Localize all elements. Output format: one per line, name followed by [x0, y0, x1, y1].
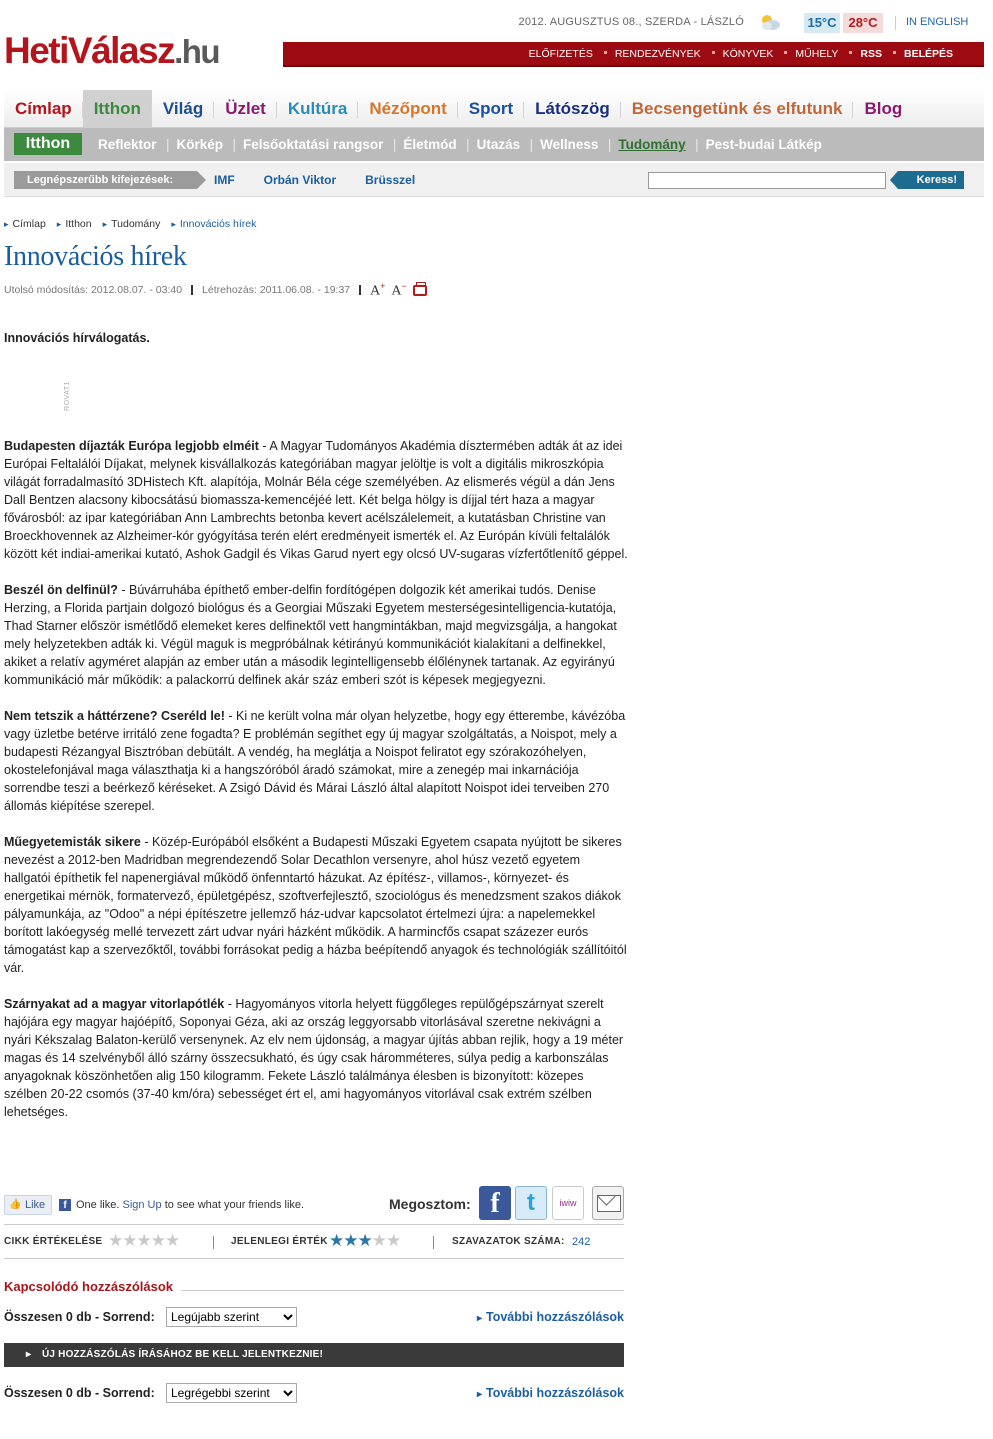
temp-min: 15°C: [804, 13, 840, 33]
sort-select-bottom[interactable]: [166, 1383, 297, 1403]
star-icon: ★: [343, 1231, 358, 1250]
divider: [359, 285, 361, 295]
breadcrumb-itthon[interactable]: ▸ Itthon: [57, 218, 92, 230]
star-icon[interactable]: ★: [122, 1231, 137, 1250]
votes-count: 242: [572, 1236, 591, 1248]
top-link-rss[interactable]: RSS: [849, 42, 893, 67]
star-icon[interactable]: ★: [108, 1231, 123, 1250]
more-comments-link-top[interactable]: ▸ További hozzászólások: [477, 1310, 624, 1324]
subnav-item-utazas[interactable]: Utazás |: [467, 128, 531, 161]
share-facebook-icon[interactable]: f: [479, 1186, 511, 1220]
in-english-link[interactable]: IN ENGLISH: [906, 16, 969, 28]
main-nav-item-címlap[interactable]: Címlap: [4, 90, 83, 128]
share-label: Megosztom:: [389, 1196, 471, 1212]
subnav-item-eletmod[interactable]: Életmód |: [393, 128, 466, 161]
star-icon: ★: [371, 1231, 386, 1250]
temp-max: 28°C: [843, 13, 883, 33]
main-nav-item-világ[interactable]: Világ: [152, 90, 214, 128]
article-body: [4, 437, 628, 1139]
page-title: Innovációs hírek: [4, 241, 187, 272]
comments-sort-row-top: [4, 1307, 624, 1329]
main-nav-item-sport[interactable]: Sport: [458, 90, 524, 128]
star-icon[interactable]: ★: [165, 1231, 180, 1250]
share-email-icon[interactable]: [592, 1186, 624, 1220]
more-comments-link-bottom[interactable]: ▸ További hozzászólások: [477, 1386, 624, 1400]
modified-label: Utolsó módosítás:: [4, 284, 89, 297]
article-rating-label: CIKK ÉRTÉKELÉSE: [4, 1236, 103, 1247]
article-paragraph: [4, 581, 628, 689]
font-decrease-icon[interactable]: [391, 281, 406, 300]
top-link-login[interactable]: BELÉPÉS: [893, 42, 964, 67]
votes-label: SZAVAZATOK SZÁMA:: [452, 1236, 565, 1247]
share-iwiw-icon[interactable]: iwiw: [552, 1186, 584, 1220]
divider: [191, 285, 193, 295]
facebook-icon: f: [59, 1199, 71, 1211]
breadcrumb: [4, 218, 267, 230]
subnav-item-felsooktatasi-rangsor[interactable]: Felsőoktatási rangsor |: [233, 128, 393, 161]
top-link-events[interactable]: RENDEZVÉNYEK: [604, 42, 712, 67]
main-navigation: [4, 90, 984, 128]
fb-like-suffix: to see what your friends like.: [164, 1199, 305, 1211]
subnav-item-wellness[interactable]: Wellness |: [530, 128, 608, 161]
font-increase-letter: A: [370, 283, 381, 299]
font-increase-icon[interactable]: [370, 281, 385, 300]
star-icon: ★: [386, 1231, 401, 1250]
created-label: Létrehozás:: [202, 284, 257, 297]
main-nav-item-üzlet[interactable]: Üzlet: [214, 90, 277, 128]
fb-like-button[interactable]: 👍 Like: [4, 1195, 52, 1215]
popular-term-brusszel[interactable]: Brüsszel: [365, 173, 416, 187]
comments-title: Kapcsolódó hozzászólások: [4, 1279, 181, 1294]
fb-like-count: One like.: [76, 1199, 120, 1211]
main-nav-item-látószög[interactable]: Látószög: [524, 90, 621, 128]
logo-text: HetiVálasz: [4, 30, 175, 71]
divider: [433, 1236, 434, 1249]
top-link-workshop[interactable]: MŰHELY: [784, 42, 849, 67]
sub-navigation: [4, 128, 984, 161]
subnav-item-pest-budai-latkep[interactable]: Pest-budai Látkép: [705, 137, 822, 152]
rating-bar: [4, 1224, 624, 1259]
subnav-item-korkep[interactable]: Körkép |: [167, 128, 234, 161]
current-date: 2012. AUGUSZTUS 08., SZERDA - LÁSZLÓ: [518, 16, 744, 28]
article-lead: Innovációs hírválogatás.: [4, 331, 150, 345]
main-nav-item-itthon[interactable]: Itthon: [83, 90, 152, 128]
popular-term-imf[interactable]: IMF: [214, 173, 235, 187]
comments-count: Összesen 0 db - Sorrend:: [4, 1386, 155, 1400]
sort-select-top[interactable]: [166, 1307, 297, 1327]
subnav-item-reflektor[interactable]: Reflektor |: [88, 128, 167, 161]
main-nav-item-kultúra[interactable]: Kultúra: [277, 90, 359, 128]
star-icon: ★: [329, 1231, 344, 1250]
print-icon[interactable]: [413, 285, 427, 296]
paragraph-text: - A Magyar Tudományos Akadémia dísztermében adták át az idei Európai Feltalálói Díjakat, melynek kisvállalkozás kategóriában magyar jelöltje is volt a digitális mikroszkópia világát forradalmasító 3DHistech Kft. alapítója, Molnár Béla cége személyében. Az elismerés végül a dán Jens Dall Bentzen alacsony kibocsátású biomassza-kemencéjéé lett. Két belga hölgy is díjjal tért haza a magyar fővárosból: az ipar kategóriában Ann Lambrechts betonba kevert acélszálelemeit, a kutatásban Christine van Broeckhovennek az Alzheimer-kór gyógyítása terén elért eredményeit ismerték el. Az Európán kívüli feltalálók között két indiai-amerikai kutató, Ashok Gadgil és Vikas Garud nyert egy olcsó UV-sugaras vízfertőtlenítő géppel.: [4, 439, 628, 561]
current-rating-label: JELENLEGI ÉRTÉK: [231, 1236, 328, 1247]
current-rating-stars: [329, 1231, 400, 1251]
comments-sort-row-bottom: [4, 1383, 624, 1405]
top-link-books[interactable]: KÖNYVEK: [712, 42, 785, 67]
article-rating-stars[interactable]: [108, 1231, 179, 1251]
divider: [213, 1236, 214, 1249]
logo-domain: .hu: [174, 33, 220, 70]
login-notice[interactable]: ▸ ÚJ HOZZÁSZÓLÁS ÍRÁSÁHOZ BE KELL JELENTKEZNIE!: [4, 1343, 624, 1367]
main-nav-item-becsengetünk-és-elfutunk[interactable]: Becsengetünk és elfutunk: [621, 90, 854, 128]
paragraph-heading: Budapesten díjazták Európa legjobb elméit: [4, 439, 259, 453]
fb-like-text: [76, 1199, 304, 1211]
paragraph-text: - Búvárruhába építhető ember-delfin fordítógépen dolgozik két amerikai tudós. Denise Herzing, a Florida partjain dolgozó biológus és a Georgiai Műszaki Egyetem mesterségesintelligencia-kutatója, Thad Starner először ismétlődő elemeket keres delfinektől vett hangmintákban, majd megvizsgálja, a hangokat mely helyzetekben adták ki. Végül maguk is megpróbálnak kétirányú kommunikációt kialakítani a delfinekkel, akiket a relatív agyméret alapján az ember után a második legintelligensebb élőlénynek tartanak. Az egyirányú kommunikáció már működik: a palackorrú delfinek akár száz emberi szót is képesek megjegyezni.: [4, 583, 617, 687]
paragraph-heading: Nem tetszik a háttérzene? Cseréld le!: [4, 709, 225, 723]
popular-terms-label: Legnépszerűbb kifejezések:: [14, 171, 197, 189]
divider: [895, 16, 896, 30]
star-icon: ★: [357, 1231, 372, 1250]
paragraph-heading: Műegyetemisták sikere: [4, 835, 141, 849]
rovat-label: ROVAT1: [64, 381, 71, 411]
breadcrumb-cimlap[interactable]: ▸ Címlap: [4, 218, 46, 230]
font-decrease-sign: −: [401, 281, 407, 291]
top-link-bar: [283, 42, 984, 67]
fb-signup-link[interactable]: Sign Up: [122, 1199, 162, 1211]
main-nav-item-blog[interactable]: Blog: [864, 99, 903, 118]
paragraph-text: - Hagyományos vitorla helyett függőleges repülőgépszárnyat szerelt hajójára egy magyar hajóépítő, Soponyai Géza, aki az ország leggyorsabb vitorlásával szeretne nekivágni a nyári Kékszalag Balaton-kerülő versenynek. Az elv nem újdonság, a magyar újítás abban rejlik, hogy a 19 méter magas és 14 szelvényből álló szárny összecsukható, és úgy csak háromméteres, súlya pedig a karbonszálas anyagoknak köszönhetően alig 150 kilogramm. Fekete László találmánya élesben is bizonyított: közepes szélben 20-22 csomós (37-40 km/óra) sebességet ért el, ami hagyományos vitorlával csak extrém szélben lehetséges.: [4, 997, 624, 1119]
subnav-item-tudomany[interactable]: Tudomány |: [608, 128, 695, 161]
article-paragraph: [4, 995, 628, 1121]
section-badge[interactable]: Itthon: [14, 133, 82, 155]
search-strip: [4, 163, 984, 197]
article-meta: [4, 281, 427, 300]
popular-terms: [214, 163, 444, 197]
breadcrumb-tudomany[interactable]: ▸ Tudomány: [103, 218, 161, 230]
star-icon[interactable]: ★: [136, 1231, 151, 1250]
article-paragraph: [4, 437, 628, 563]
popular-term-orban-viktor[interactable]: Orbán Viktor: [263, 173, 337, 187]
social-bar: [4, 1185, 624, 1223]
paragraph-text: - Közép-Európából elsőként a Budapesti Műszaki Egyetem csapata nyújtott be sikeres nevezést a 2012-ben Madridban megrendezendő Solar Decathlon versenyre, ahol húsz vezető egyetem hallgatói építhetik fel napenergiával működő önfenntartó házukat. Az építész-, villamos-, környezet- és energetikai mérnök, formatervező, épületgépész, szoftverfejlesztő, szociológus és menedzsment szakos diákok pályamunkája, az "Odoo" a népi építészetre jellemző ház-udvar kapcsolatot értelmezi újra: a napelemekkel borított lakóegység mellé tervezett zárt udvar nyári házként működik. A harmincfős csapat százezer eurós támogatást kap a szervezőktől, további forrásokat pedig a házba beépítendő anyagok és technológiák szállítóitól vár.: [4, 835, 627, 975]
article-paragraph: [4, 707, 628, 815]
font-decrease-letter: A: [391, 283, 402, 299]
partly-cloudy-icon: [758, 12, 782, 32]
modified-date: 2012.08.07. - 03:40: [90, 284, 183, 297]
search-input[interactable]: [648, 172, 886, 189]
paragraph-heading: Beszél ön delfinül?: [4, 583, 118, 597]
search-button[interactable]: Keress!: [898, 171, 964, 189]
share-twitter-icon[interactable]: t: [515, 1186, 547, 1220]
article-paragraph: [4, 833, 628, 977]
paragraph-heading: Szárnyakat ad a magyar vitorlapótlék: [4, 997, 225, 1011]
main-nav-item-nézőpont[interactable]: Nézőpont: [358, 90, 457, 128]
star-icon[interactable]: ★: [150, 1231, 165, 1250]
created-date: 2011.06.08. - 19:37: [259, 284, 351, 297]
comments-count: Összesen 0 db - Sorrend:: [4, 1310, 155, 1324]
top-link-subscribe[interactable]: ELŐFIZETÉS: [528, 48, 593, 60]
breadcrumb-current[interactable]: ▸ Innovációs hírek: [171, 218, 256, 230]
site-logo[interactable]: [4, 30, 219, 72]
font-increase-sign: +: [380, 281, 386, 291]
paragraph-text: - Ki ne került volna már olyan helyzetbe, hogy egy étterembe, kávézóba vagy üzletbe betérve irritáló zene fogadta? E problémán segíthet egy új magyar szolgáltatás, a Noispot, mely a budapesti Rézangyal Bisztróban debütált. A vendég, ha meglátja a Noispot feliratot egy szórakozóhelyen, okostelefonjával maga választhatja ki a hangszóróból áradó számokat, mire a zenegép mai inkarnációja sorrendbe teszi a beérkező kéréseket. A Zsigó Dávid és Márai László által alapított Noispot idei terveiben 270 állomás kiépítése szerepel.: [4, 709, 626, 813]
